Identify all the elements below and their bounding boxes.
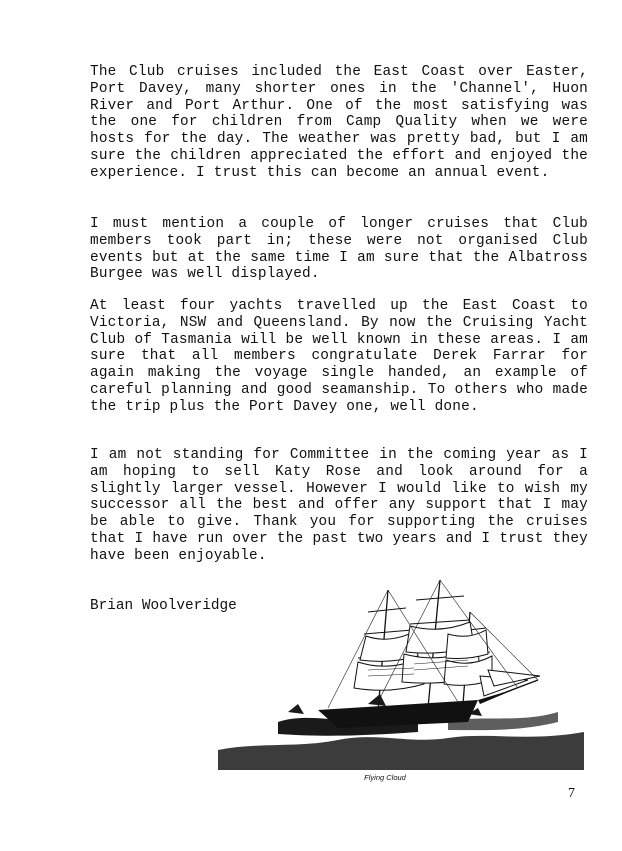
signature-name: Brian Woolveridge [90,598,237,614]
sailing-ship-icon [218,572,584,770]
paragraph-east-coast-yachts: At least four yachts travelled up the East Coast to Victoria, NSW and Queensland. By now the Cruising Yacht Club of Tasmania will be well known in these areas. I am sure that all members congratulate Derek Farrar for again making the voyage single handed, an example of careful planning and good seamanship. To others who made the trip plus the Port Davey one, well done. [90,298,588,415]
sailing-ship-illustration [218,572,584,770]
paragraph-club-cruises: The Club cruises included the East Coast over Easter, Port Davey, many shorter ones in the 'Channel', Huon River and Port Arthur. One of the most satisfying was the one for children from Camp Quality when we were hosts for the day. The weather was pretty bad, but I am sure the children appreciated the effort and enjoyed the experience. I trust this can become an annual event. [90,64,588,181]
paragraph-longer-cruises: I must mention a couple of longer cruises that Club members took part in; these were not organised Club events but at the same time I am sure that the Albatross Burgee was well displayed. [90,216,588,283]
illustration-caption: Flying Cloud [364,773,406,782]
page-number: 7 [568,786,575,801]
paragraph-committee-farewell: I am not standing for Committee in the coming year as I am hoping to sell Katy Rose and look around for a slightly larger vessel. However I would like to wish my successor all the best and offer any support that I may be able to give. Thank you for supporting the cruises that I have run over the past two years and I trust they have been enjoyable. [90,447,588,564]
